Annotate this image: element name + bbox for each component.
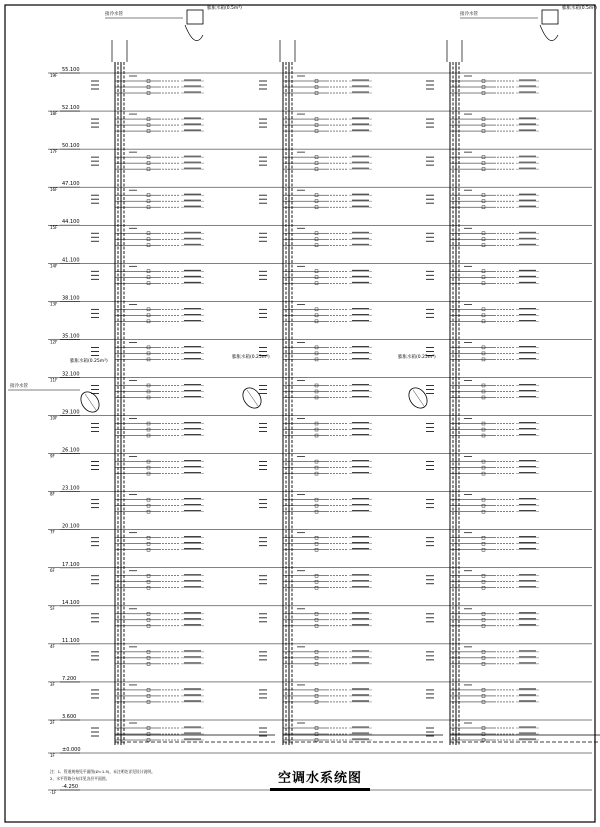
floor-elevation: 50.100 — [62, 143, 80, 150]
tank-connection — [540, 25, 558, 41]
expansion-tank — [239, 384, 265, 411]
floor-elevation: 7.200 — [62, 675, 77, 682]
supply-label: 接冷水管 — [10, 384, 28, 389]
floor-number: 18F — [50, 111, 58, 117]
floor-number: 7F — [50, 529, 55, 535]
floor-elevation: 23.100 — [62, 485, 80, 492]
floor-elevation: -4.250 — [62, 784, 79, 790]
floor-elevation: 29.100 — [62, 409, 80, 416]
floor-elevation: 52.100 — [62, 105, 80, 112]
floor-number: -1F — [50, 790, 57, 795]
floor-number: 4F — [50, 643, 55, 649]
expansion-tanks — [8, 4, 597, 416]
floor-elevation: 26.100 — [62, 447, 80, 454]
annotations — [50, 769, 155, 781]
floor-elevation: ±0.000 — [62, 747, 81, 753]
floor-elevation: 14.100 — [62, 599, 80, 606]
floor-elevation: 41.100 — [62, 257, 80, 264]
tank-hatch — [85, 394, 96, 410]
floor-number: 1F — [50, 753, 55, 758]
floor-level-lines — [48, 73, 592, 790]
tank-label: 膨胀水箱(0.25m³) — [70, 359, 108, 364]
note-line: 注：1、管道规格见平面图(Ø=1.5)，未注明处详见设计说明。 — [50, 769, 155, 774]
floor-number: 15F — [50, 225, 58, 231]
drawing-border — [5, 5, 595, 822]
floor-elevation: 3.600 — [62, 714, 77, 720]
floor-elevation: 38.100 — [62, 295, 80, 302]
floor-number: 19F — [50, 73, 58, 78]
expansion-tank — [187, 10, 203, 24]
drawing-title: 空调水系统图 — [270, 767, 370, 791]
floor-number: 13F — [50, 301, 58, 307]
floor-elevation: 20.100 — [62, 523, 80, 530]
floor-number: 6F — [50, 567, 55, 573]
tank-label: 膨胀水箱(0.5m³) — [207, 6, 242, 11]
floor-elevation: 47.100 — [62, 181, 80, 188]
floor-level-labels — [50, 67, 81, 795]
tank-hatch — [413, 390, 424, 406]
floor-elevation: 55.100 — [62, 67, 80, 73]
floor-elevation: 17.100 — [62, 561, 80, 568]
floor-elevation: 32.100 — [62, 371, 80, 378]
floor-number: 8F — [50, 491, 55, 497]
floor-number: 2F — [50, 720, 55, 725]
floor-number: 14F — [50, 263, 58, 269]
supply-label: 接冷水管 — [460, 12, 478, 17]
floor-elevation: 11.100 — [62, 637, 80, 644]
tank-connection — [185, 25, 203, 41]
floor-number: 10F — [50, 415, 58, 421]
floor-elevation: 35.100 — [62, 333, 80, 340]
floor-number: 3F — [50, 681, 55, 687]
floor-number: 17F — [50, 149, 58, 155]
expansion-tank — [542, 10, 558, 24]
branch-pipes — [91, 76, 600, 742]
tank-hatch — [247, 390, 258, 406]
tank-label: 膨胀水箱(0.5m³) — [562, 6, 597, 11]
floor-number: 9F — [50, 453, 55, 459]
note-line: 2、水平管路分布详见各层平面图。 — [50, 776, 110, 781]
tank-label: 膨胀水箱(0.25m³) — [232, 355, 270, 360]
floor-number: 12F — [50, 339, 58, 345]
tank-label: 膨胀水箱(0.25m³) — [398, 355, 436, 360]
expansion-tank — [77, 388, 103, 415]
floor-elevation: 44.100 — [62, 219, 80, 226]
expansion-tank — [405, 384, 431, 411]
floor-number: 16F — [50, 187, 58, 193]
supply-label: 接冷水管 — [105, 12, 123, 17]
floor-number: 11F — [50, 377, 58, 383]
floor-number: 5F — [50, 605, 55, 611]
